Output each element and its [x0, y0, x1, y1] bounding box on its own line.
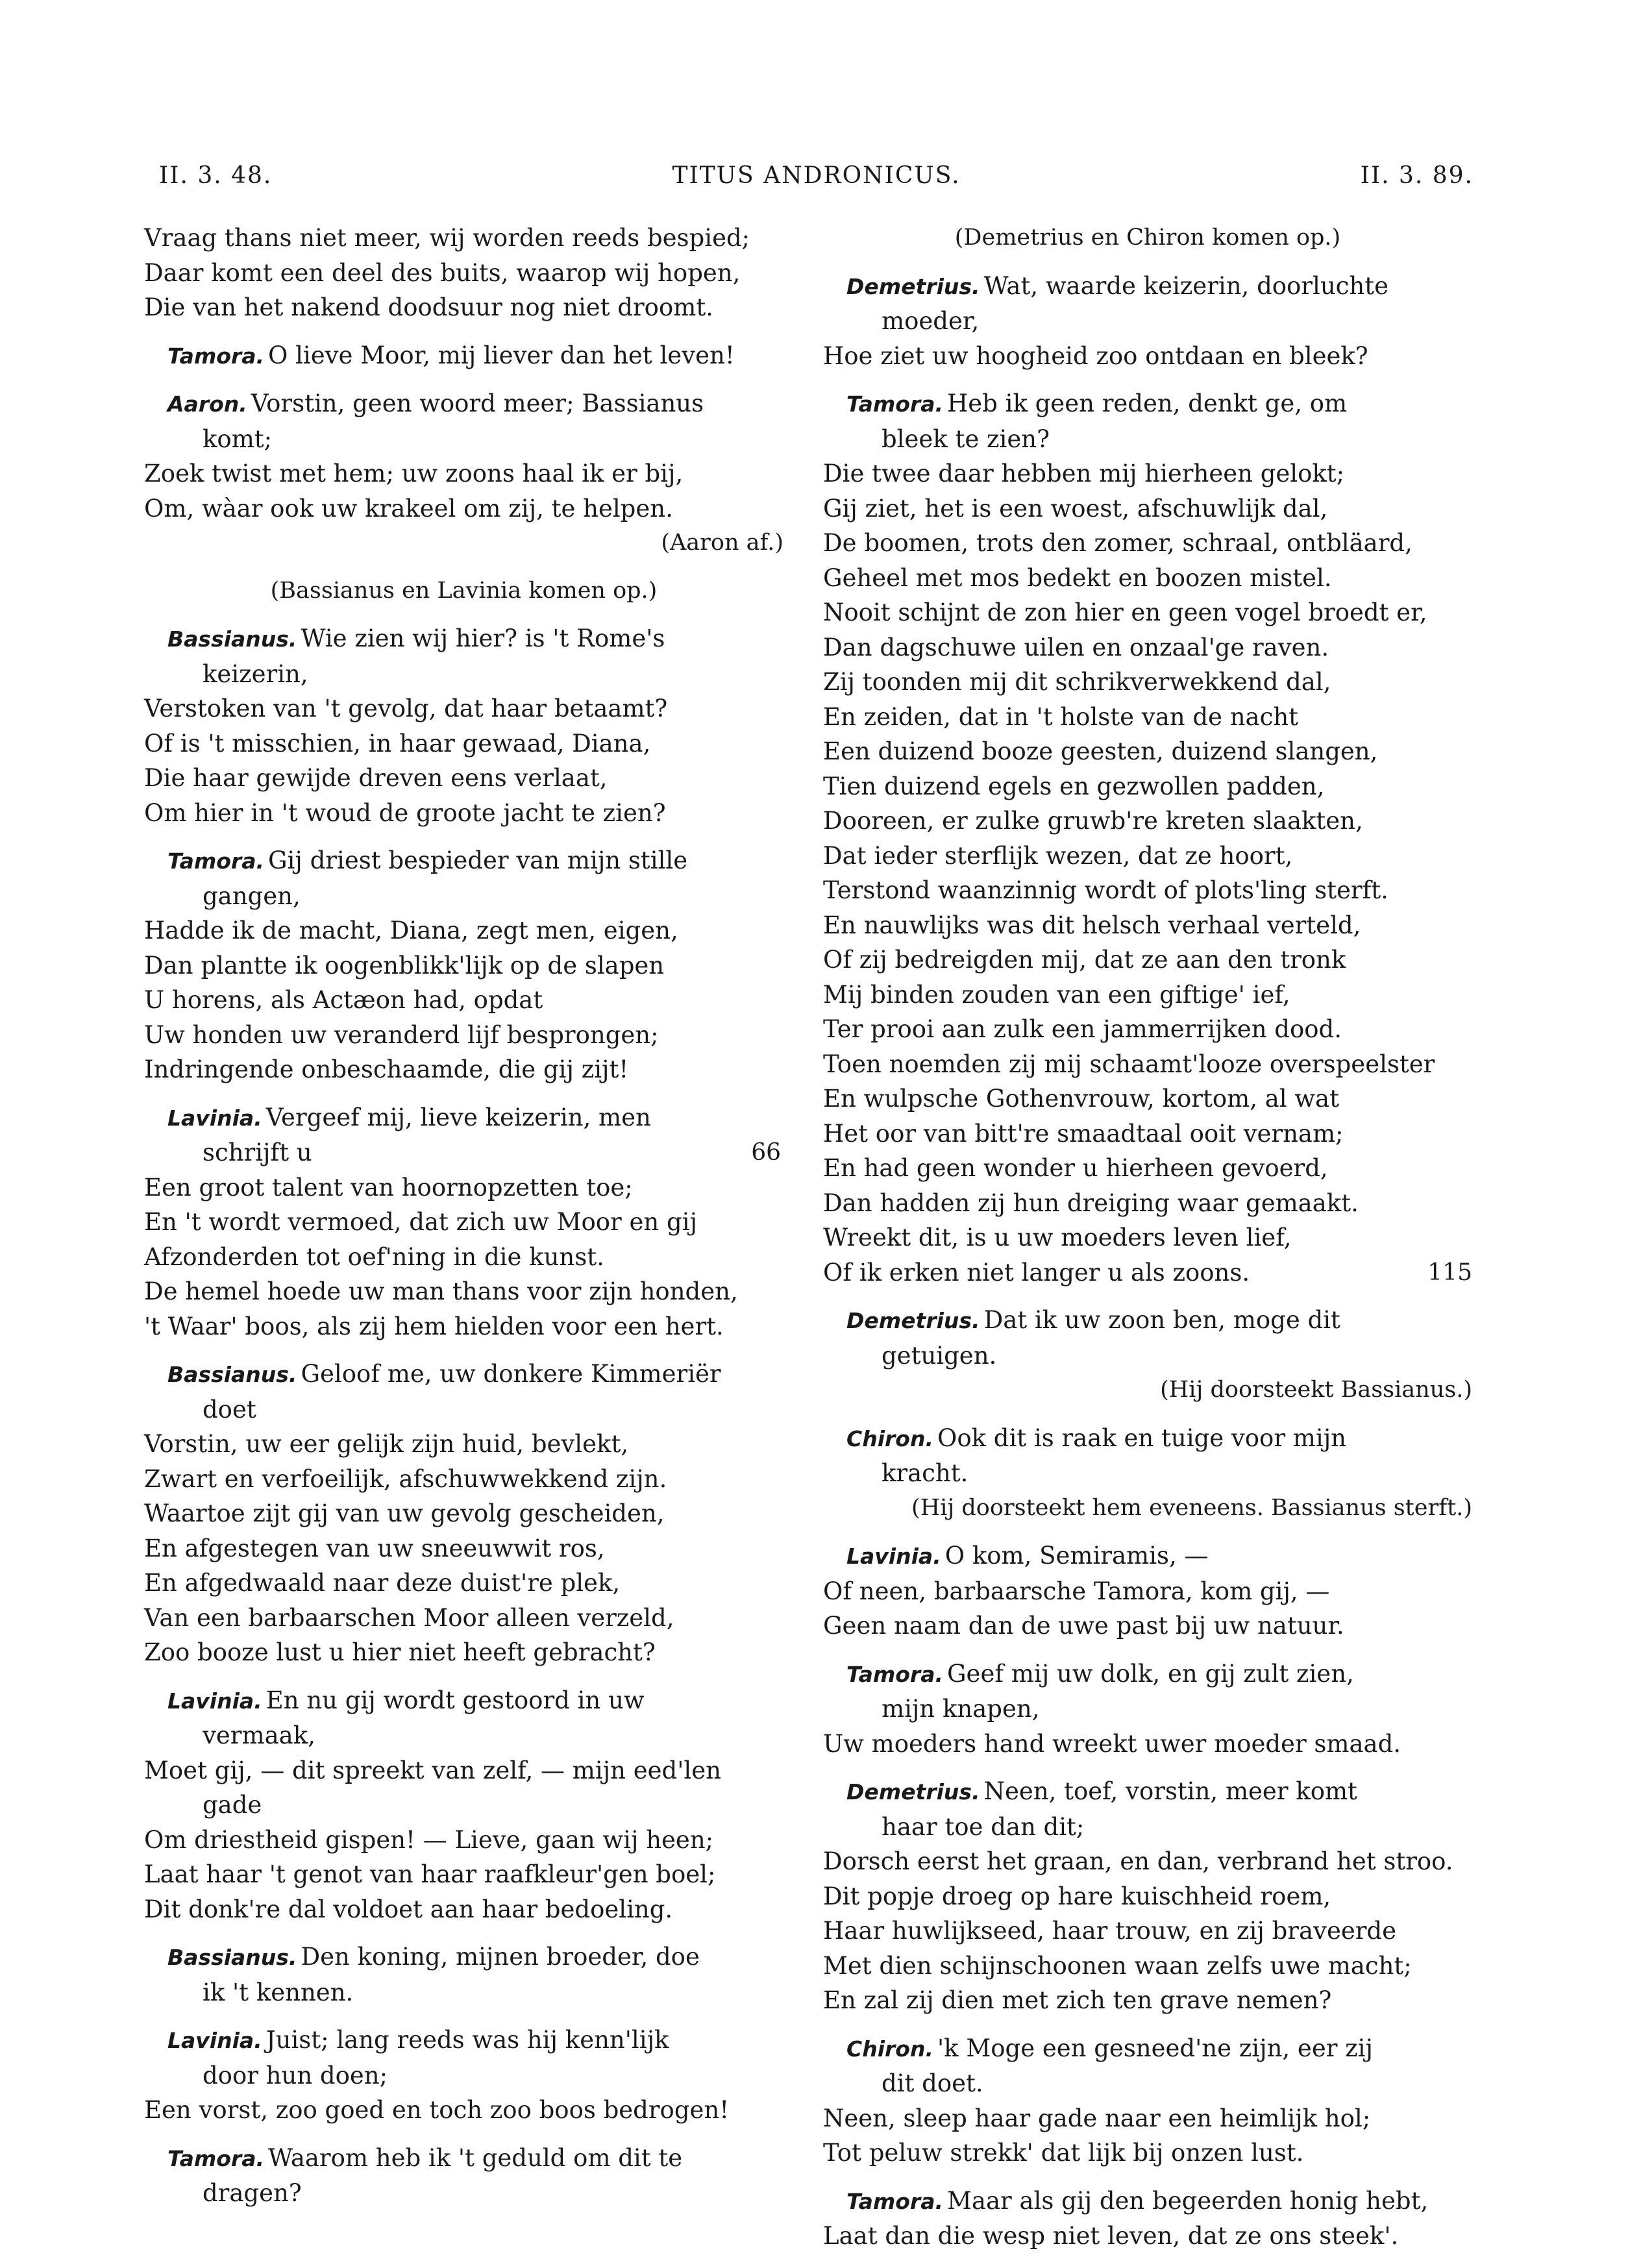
speech-line: [823, 2031, 1472, 2067]
verse-line: Met dien schijnschoonen waan zelfs uwe macht;: [823, 1951, 1412, 1980]
verse-text: O lieve Moor, mij liever dan het leven!: [268, 341, 735, 369]
verse-line: ik 't kennen.: [203, 1978, 354, 2006]
verse-line: Dan plantte ik oogenblikk'lijk op de slapen: [144, 951, 665, 980]
verse-line: Nooit schijnt de zon hier en geen vogel broedt er,: [823, 598, 1427, 626]
verse-line: getuigen.: [882, 1341, 997, 1370]
verse-line: komt;: [203, 425, 273, 453]
verse-line: Zoo booze lust u hier niet heeft gebracht?: [144, 1638, 656, 1666]
verse-line: Of is 't misschien, in haar gewaad, Diana,: [144, 729, 651, 758]
verse-line: Een groot talent van hoornopzetten toe;: [144, 1173, 633, 1202]
stage-direction: (Aaron af.): [661, 530, 783, 556]
line-number: 115: [1427, 1259, 1472, 1286]
verse-line: Zwart en verfoeilijk, afschuwwekkend zijn.: [144, 1464, 667, 1493]
verse-line: Tot peluw strekk' dat lijk bij onzen lust.: [823, 2139, 1304, 2167]
verse-text: Vergeef mij, lieve keizerin, men: [265, 1103, 651, 1131]
speech-line: [823, 1774, 1472, 1810]
speech-line: [823, 269, 1472, 304]
speaker-name: Lavinia.: [167, 1105, 262, 1131]
verse-line: Uw moeders hand wreekt uwer moeder smaad.: [823, 1729, 1401, 1758]
header-left-reference: II. 3. 48.: [159, 162, 273, 189]
verse-line: Dat ieder sterflijk wezen, dat ze hoort,: [823, 841, 1293, 870]
verse-line: Toen noemden zij mij schaamt'looze overspeelster: [823, 1050, 1435, 1078]
verse-line: dit doet.: [882, 2069, 983, 2097]
verse-line: Geheel met mos bedekt en boozen mistel.: [823, 563, 1332, 592]
right-column: [823, 221, 1472, 2254]
verse-line: En zal zij dien met zich ten grave nemen?: [823, 1986, 1332, 2014]
speech-line: [144, 386, 783, 422]
verse-line: Verstoken van 't gevolg, dat haar betaamt?: [144, 695, 668, 722]
verse-line: Ter prooi aan zulk een jammerrijken dood.: [823, 1015, 1342, 1043]
speaker-name: Lavinia.: [167, 1688, 262, 1714]
header-right-reference: II. 3. 89.: [1360, 162, 1474, 189]
speech-line: [144, 338, 783, 374]
verse-line: dragen?: [203, 2179, 302, 2207]
verse-line: Dit donk're dal voldoet aan haar bedoeling.: [144, 1895, 673, 1923]
verse-line: moeder,: [882, 307, 980, 335]
speaker-name: Demetrius.: [846, 1308, 980, 1333]
speaker-name: Aaron.: [167, 391, 247, 417]
speaker-name: Bassianus.: [167, 1362, 297, 1387]
verse-line: Afzonderden tot oef'ning in die kunst.: [144, 1242, 604, 1271]
verse-text: En nu gij wordt gestoord in uw: [265, 1686, 645, 1714]
speech-line: [823, 386, 1472, 422]
speaker-name: Bassianus.: [167, 626, 297, 652]
verse-line: Laat haar 't genot van haar raafkleur'gen boel;: [144, 1860, 716, 1888]
verse-line: vermaak,: [203, 1721, 315, 1749]
stage-direction: (Hij doorsteekt Bassianus.): [1160, 1377, 1472, 1403]
header-title: TITUS ANDRONICUS.: [672, 162, 961, 189]
speech-line: [144, 2141, 783, 2176]
speaker-name: Bassianus.: [167, 1945, 297, 1970]
verse-line: bleek te zien?: [882, 425, 1050, 453]
verse-line: Zij toonden mij dit schrikverwekkend dal,: [823, 668, 1331, 696]
verse-line: [823, 1255, 1472, 1290]
verse-line: kracht.: [882, 1459, 969, 1487]
verse-line: Uw honden uw veranderd lijf besprongen;: [144, 1020, 659, 1049]
speech-line: [144, 1357, 783, 1392]
verse-line: Om, wàar ook uw krakeel om zij, te helpen.: [144, 494, 673, 523]
line-number: 66: [751, 1139, 781, 1166]
verse-line: Dan hadden zij hun dreiging waar gemaakt.: [823, 1189, 1359, 1217]
verse-line: Laat dan die wesp niet leven, dat ze ons steek'.: [823, 2222, 1399, 2250]
verse-text: Maar als gij den begeerden honig hebt,: [947, 2186, 1429, 2215]
verse-line: Dorsch eerst het graan, en dan, verbrand het stroo.: [823, 1847, 1453, 1875]
verse-text: Juist; lang reeds was hij kenn'lijk: [265, 2026, 669, 2054]
verse-text: Den koning, mijnen broeder, doe: [301, 1943, 700, 1971]
verse-line: Van een barbaarschen Moor alleen verzeld,: [144, 1603, 674, 1632]
verse-line: Om driestheid gispen! — Lieve, gaan wij heen;: [144, 1825, 714, 1854]
verse-line: En 't wordt vermoed, dat zich uw Moor en gij: [144, 1208, 697, 1236]
verse-line: Het oor van bitt're smaadtaal ooit vernam;: [823, 1119, 1344, 1148]
verse-line: Haar huwlijkseed, haar trouw, en zij braveerde: [823, 1917, 1397, 1945]
verse-line: Vorstin, uw eer gelijk zijn huid, bevlekt,: [144, 1430, 629, 1458]
stage-direction: (Bassianus en Lavinia komen op.): [270, 577, 658, 604]
verse-text: Gij driest bespieder van mijn stille: [268, 846, 688, 874]
verse-text: Neen, toef, vorstin, meer komt: [983, 1777, 1357, 1805]
verse-text: Vorstin, geen woord meer; Bassianus: [251, 389, 704, 417]
verse-line: Hoe ziet uw hoogheid zoo ontdaan en bleek?: [823, 341, 1368, 370]
verse-line: Om hier in 't woud de groote jacht te zien?: [144, 798, 666, 827]
verse-line: gade: [203, 1791, 262, 1819]
verse-line: gangen,: [203, 881, 301, 910]
verse-line: Dooreen, er zulke gruwb're kreten slaakten,: [823, 807, 1363, 835]
verse-text: Wie zien wij hier? is 't Rome's: [301, 624, 665, 652]
verse-line: mijn knapen,: [882, 1695, 1040, 1723]
verse-line: En zeiden, dat in 't holste van de nacht: [823, 702, 1299, 731]
stage-direction: (Hij doorsteekt hem eveneens. Bassianus sterft.): [911, 1494, 1472, 1521]
verse-line: En afgedwaald naar deze duist're plek,: [144, 1569, 621, 1597]
verse-line: De hemel hoede uw man thans voor zijn honden,: [144, 1277, 738, 1305]
speaker-name: Lavinia.: [846, 1544, 941, 1569]
verse-line: Een duizend booze geesten, duizend slangen,: [823, 737, 1378, 765]
verse-line: Of zij bedreigden mij, dat ze aan den tronk: [823, 946, 1346, 974]
speech-line: [823, 2184, 1472, 2219]
speaker-name: Chiron.: [846, 2036, 933, 2062]
verse-line: En had geen wonder u hierheen gevoerd,: [823, 1154, 1328, 1182]
verse-line: Wreekt dit, is u uw moeders leven lief,: [823, 1224, 1292, 1251]
verse-line: En nauwlijks was dit helsch verhaal verteld,: [823, 911, 1361, 939]
verse-line: Die twee daar hebben mij hierheen gelokt;: [823, 460, 1345, 487]
speech-line: [823, 1421, 1472, 1457]
running-head: [159, 162, 1474, 201]
speech-line: [823, 1657, 1472, 1692]
speech-line: [144, 1940, 783, 1975]
stage-direction: (Demetrius en Chiron komen op.): [954, 225, 1341, 251]
speech-line: [823, 1303, 1472, 1338]
speech-line: [144, 2023, 783, 2058]
speaker-name: Tamora.: [167, 2145, 264, 2171]
verse-line: Indringende onbeschaamde, die gij zijt!: [144, 1055, 629, 1083]
verse-line: Dit popje droeg op hare kuischheid roem,: [823, 1882, 1331, 1910]
verse-line: Zoek twist met hem; uw zoons haal ik er bij,: [144, 460, 684, 487]
speaker-name: Demetrius.: [846, 1779, 980, 1805]
verse-line: Neen, sleep haar gade naar een heimlijk hol;: [823, 2104, 1371, 2132]
verse-line: 't Waar' boos, als zij hem hielden voor een hert.: [144, 1312, 724, 1340]
verse-text: schrijft u: [203, 1139, 312, 1166]
verse-line: doet: [203, 1395, 256, 1424]
verse-line: Een vorst, zoo goed en toch zoo boos bedrogen!: [144, 2096, 730, 2124]
verse-line: U horens, als Actæon had, opdat: [144, 986, 543, 1014]
speech-line: [144, 1683, 783, 1719]
verse-text: Ook dit is raak en tuige voor mijn: [937, 1424, 1346, 1452]
verse-line: keizerin,: [203, 659, 308, 688]
verse-line: Terstond waanzinnig wordt of plots'ling sterft.: [823, 876, 1388, 904]
verse-line: [144, 1135, 783, 1170]
speaker-name: Tamora.: [846, 391, 943, 417]
verse-line: Geen naam dan de uwe past bij uw natuur.: [823, 1612, 1344, 1640]
verse-line: Waartoe zijt gij van uw gevolg gescheiden,: [144, 1499, 665, 1527]
verse-line: De boomen, trots den zomer, schraal, ontbläard,: [823, 529, 1413, 557]
verse-text: Of ik erken niet langer u als zoons.: [823, 1258, 1250, 1287]
verse-text: Dat ik uw zoon ben, moge dit: [983, 1306, 1340, 1334]
verse-line: Dan dagschuwe uilen en onzaal'ge raven.: [823, 633, 1329, 661]
verse-line: door hun doen;: [203, 2061, 388, 2089]
speaker-name: Tamora.: [167, 848, 264, 874]
speaker-name: Lavinia.: [167, 2028, 262, 2053]
speech-line: [823, 1538, 1472, 1574]
verse-line: Hadde ik de macht, Diana, zegt men, eigen,: [144, 917, 678, 944]
verse-line: Die haar gewijde dreven eens verlaat,: [144, 764, 608, 792]
verse-text: Waarom heb ik 't geduld om dit te: [268, 2143, 683, 2172]
verse-line: Of neen, barbaarsche Tamora, kom gij, —: [823, 1577, 1330, 1605]
speaker-name: Chiron.: [846, 1425, 933, 1451]
verse-text: Geef mij uw dolk, en gij zult zien,: [947, 1659, 1354, 1688]
speaker-name: Tamora.: [846, 2188, 943, 2214]
verse-line: Die van het nakend doodsuur nog niet droomt.: [144, 293, 713, 321]
left-column: [144, 221, 783, 2211]
verse-line: haar toe dan dit;: [882, 1812, 1085, 1841]
verse-text: Geloof me, uw donkere Kimmeriër: [301, 1360, 721, 1388]
speaker-name: Tamora.: [846, 1661, 943, 1687]
verse-text: O kom, Semiramis, —: [944, 1542, 1209, 1570]
verse-line: Tien duizend egels en gezwollen padden,: [823, 772, 1325, 800]
verse-line: En wulpsche Gothenvrouw, kortom, al wat: [823, 1085, 1339, 1113]
speech-line: [144, 1100, 783, 1136]
verse-line: Vraag thans niet meer, wij worden reeds bespied;: [144, 224, 750, 252]
verse-text: Heb ik geen reden, denkt ge, om: [947, 389, 1348, 417]
verse-text: 'k Moge een gesneed'ne zijn, eer zij: [937, 2034, 1373, 2062]
verse-text: Wat, waarde keizerin, doorluchte: [983, 271, 1388, 300]
verse-line: En afgestegen van uw sneeuwwit ros,: [144, 1534, 605, 1562]
verse-line: Mij binden zouden van een giftige' ief,: [823, 980, 1290, 1009]
verse-line: Moet gij, — dit spreekt van zelf, — mijn eed'len: [144, 1756, 721, 1784]
speech-line: [144, 621, 783, 657]
verse-line: Gij ziet, het is een woest, afschuwlijk dal,: [823, 494, 1328, 523]
speaker-name: Tamora.: [167, 343, 264, 369]
speech-line: [144, 843, 783, 879]
verse-line: Daar komt een deel des buits, waarop wij hopen,: [144, 258, 741, 287]
speaker-name: Demetrius.: [846, 273, 980, 299]
